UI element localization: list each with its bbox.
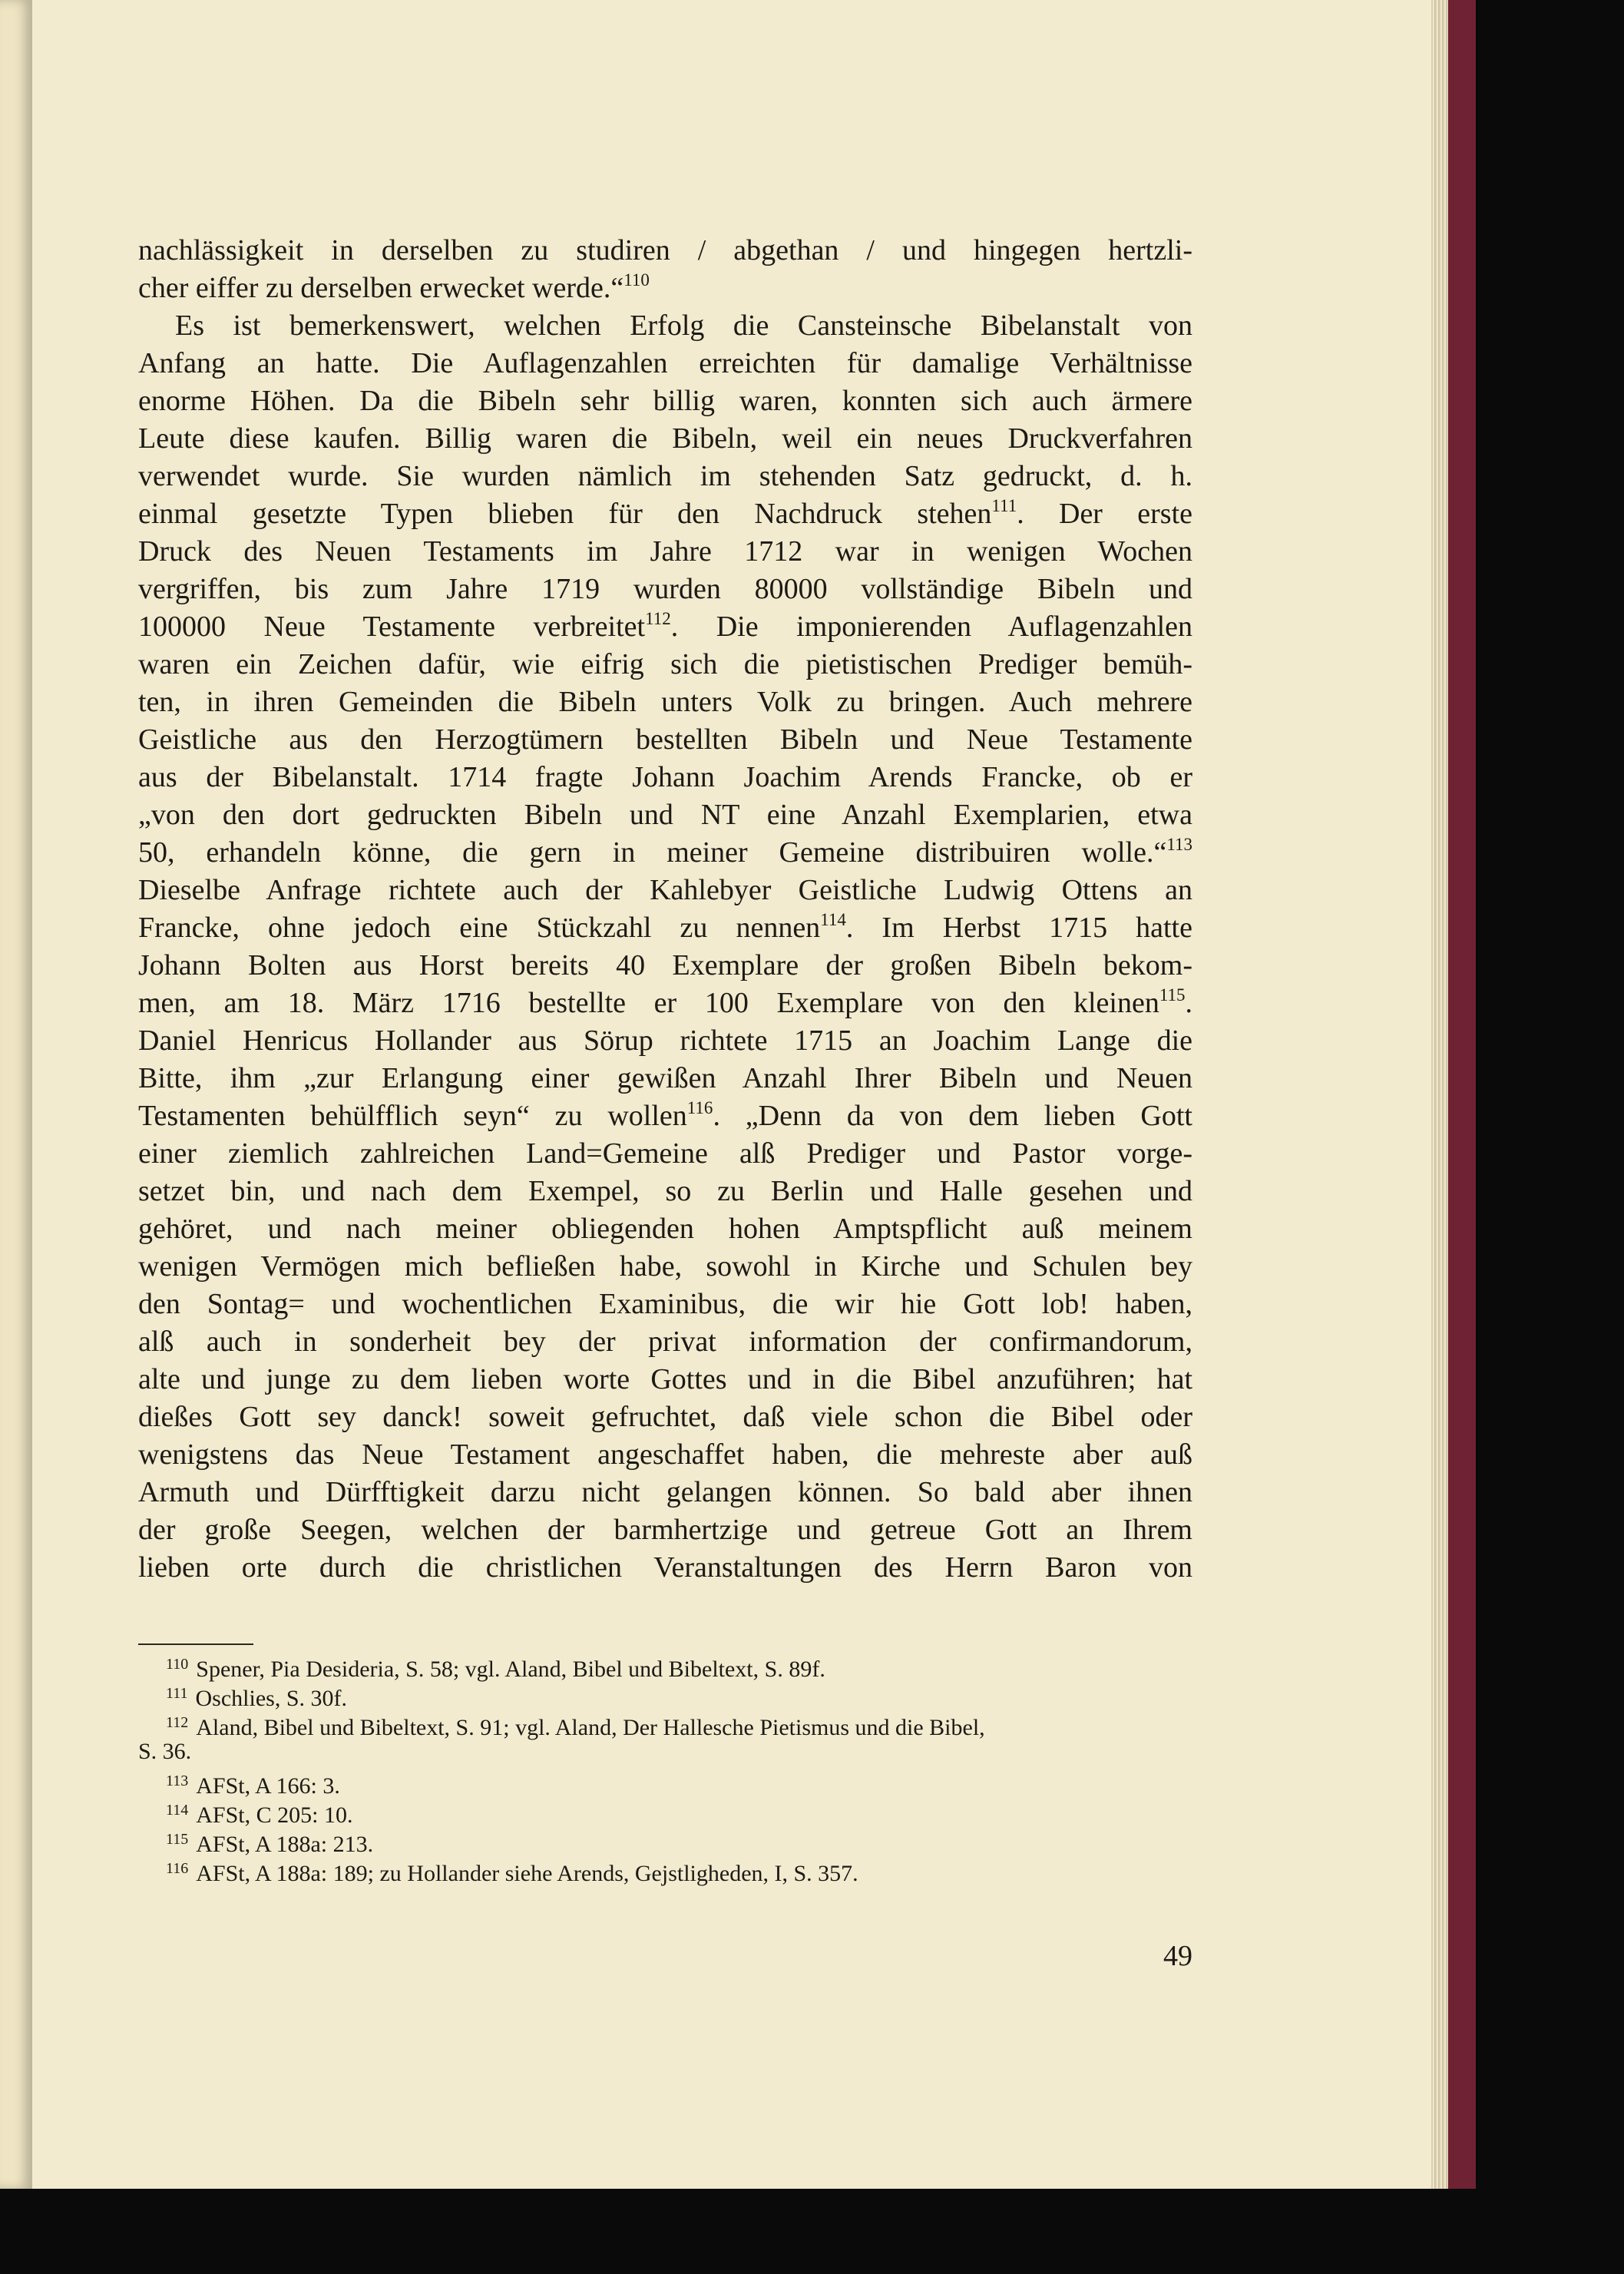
text-line: cher eiffer zu derselben erwecket werde.“$^{110}$ [138,270,650,304]
text-line: aus der Bibelanstalt. 1714 fragte Johann Joachim Arends Francke, ob er [138,761,1192,793]
text-line: Francke, ohne jedoch eine Stückzahl zu nennen$^{114}$. Im Herbst 1715 hatte [138,910,1192,944]
text-line: nachlässigkeit in derselben zu studiren / abgethan / und hingegen hertzli- [138,234,1192,266]
text-line: wenigen Vermögen mich befließen habe, sowohl in Kirche und Schulen bey [138,1250,1192,1283]
text-line: wenigstens das Neue Testament angeschaffet haben, die mehreste aber auß [138,1438,1192,1471]
text-line: Druck des Neuen Testaments im Jahre 1712 war in wenigen Wochen [138,535,1192,568]
text-line: dießes Gott sey danck! soweit gefruchtet, daß viele schon die Bibel oder [138,1401,1192,1433]
text-line: alte und junge zu dem lieben worte Gottes und in die Bibel anzuführen; hat [138,1363,1192,1395]
text-line: Dieselbe Anfrage richtete auch der Kahlebyer Geistliche Ludwig Ottens an [138,874,1192,906]
footnote-ref[interactable]: 113 [1166,835,1192,854]
text-line: Leute diese kaufen. Billig waren die Bibeln, weil ein neues Druckverfahren [138,422,1192,455]
text-line: 100000 Neue Testamente verbreitet$^{112}$. Die imponierenden Auflagenzahlen [138,609,1192,643]
text-line: „von den dort gedruckten Bibeln und NT eine Anzahl Exemplarien, etwa [138,799,1192,831]
text-line: lieben orte durch die christlichen Veranstaltungen des Herrn Baron von [138,1551,1192,1584]
body-text [138,232,1192,1587]
text-line: alß auch in sonderheit bey der privat information der confirmandorum, [138,1326,1192,1358]
text-line: gehöret, und nach meiner obliegenden hohen Amptspflicht auß meinem [138,1213,1192,1245]
page-number: 49 [1163,1940,1192,1972]
text-line: men, am 18. März 1716 bestellte er 100 Exemplare von den kleinen$^{115}$. [138,985,1192,1019]
text-line: einmal gesetzte Typen blieben für den Nachdruck stehen$^{111}$. Der erste [138,496,1192,530]
footnote-ref[interactable]: 111 [991,496,1017,515]
footnote-ref[interactable]: 110 [623,270,650,290]
text-line: ten, in ihren Gemeinden die Bibeln unters Volk zu bringen. Auch mehrere [138,686,1192,718]
text-line: Bitte, ihm „zur Erlangung einer gewißen Anzahl Ihrer Bibeln und Neuen [138,1062,1192,1094]
text-line: der große Seegen, welchen der barmhertzige und getreue Gott an Ihrem [138,1514,1192,1546]
text-line: Armuth und Dürfftigkeit darzu nicht gelangen können. So bald aber ihnen [138,1476,1192,1508]
text-line: den Sontag= und wochentlichen Examinibus, die wir hie Gott lob! haben, [138,1288,1192,1320]
text-line: vergriffen, bis zum Jahre 1719 wurden 80000 vollständige Bibeln und [138,573,1192,605]
footnote: $^{116}$ AFSt, A 188a: 189; zu Hollander siehe Arends, Gejstligheden, I, S. 357. [166,1860,858,1886]
text-line: Testamenten behülfflich seyn“ zu wollen$^{116}$. „Denn da von dem lieben Gott [138,1098,1192,1132]
footnote-ref[interactable]: 114 [820,910,846,929]
footnote-ref[interactable]: 112 [645,609,671,628]
text-line: Johann Bolten aus Horst bereits 40 Exemplare der großen Bibeln bekom- [138,949,1192,981]
footnote: $^{114}$ AFSt, C 205: 10. [166,1802,353,1828]
footnote-ref[interactable]: 116 [686,1098,713,1117]
text-line: enorme Höhen. Da die Bibeln sehr billig waren, konnten sich auch ärmere [138,385,1192,417]
text-line: 50, erhandeln könne, die gern in meiner Gemeine distribuiren wolle.“$^{113}$ [138,835,1192,869]
text-line: waren ein Zeichen dafür, wie eifrig sich die pietistischen Prediger bemüh- [138,648,1192,680]
footnotes [138,1650,1192,1886]
footnote-rule [138,1643,253,1645]
text-line: Geistliche aus den Herzogtümern bestellten Bibeln und Neue Testamente [138,723,1192,756]
page-edges [1431,0,1448,2189]
facing-page-edge [0,0,32,2189]
footnote-ref[interactable]: 115 [1159,985,1186,1005]
text-line: verwendet wurde. Sie wurden nämlich im stehenden Satz gedruckt, d. h. [138,460,1192,492]
text-line: Anfang an hatte. Die Auflagenzahlen erreichten für damalige Verhältnisse [138,347,1192,379]
footnote: $^{113}$ AFSt, A 166: 3. [166,1773,340,1799]
footnote: $^{110}$ Spener, Pia Desideria, S. 58; vgl. Aland, Bibel und Bibeltext, S. 89f. [166,1656,825,1682]
footnote: $^{111}$ Oschlies, S. 30f. [166,1685,348,1711]
text-line: einer ziemlich zahlreichen Land=Gemeine alß Prediger und Pastor vorge- [138,1137,1192,1170]
footnote: $^{112}$ Aland, Bibel und Bibeltext, S. 91; vgl. Aland, Der Hallesche Pietismus und die Bibel, [166,1714,985,1740]
footnote-continuation: S. 36. [138,1739,192,1764]
text-line: setzet bin, und nach dem Exempel, so zu Berlin und Halle gesehen und [138,1175,1192,1207]
footnote: $^{115}$ AFSt, A 188a: 213. [166,1831,374,1857]
text-line: Daniel Henricus Hollander aus Sörup richtete 1715 an Joachim Lange die [138,1024,1192,1057]
text-line: Es ist bemerkenswert, welchen Erfolg die Cansteinsche Bibelanstalt von [175,309,1192,342]
